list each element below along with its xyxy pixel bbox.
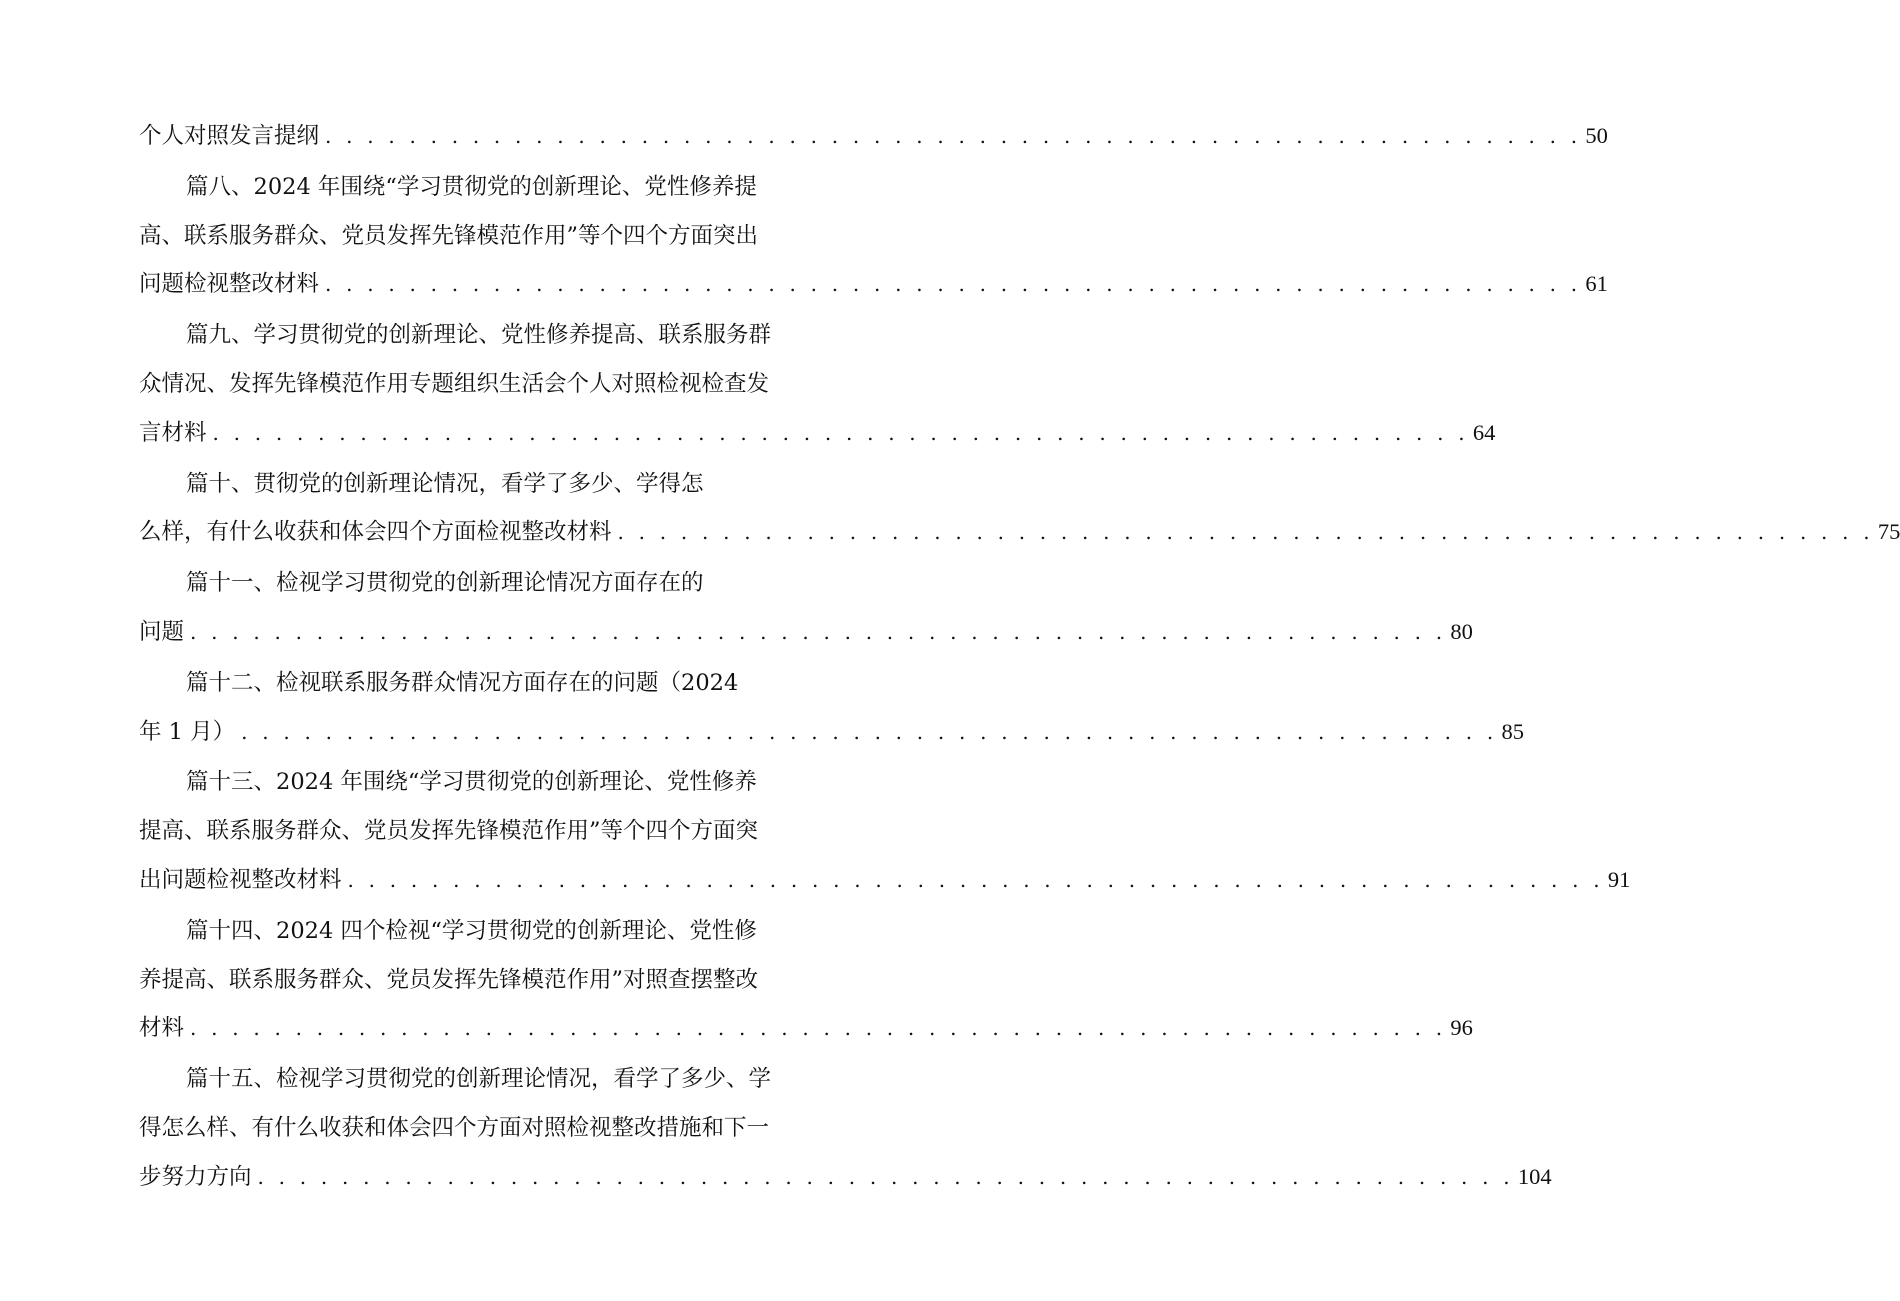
toc-entry-title: 出问题检视整改材料 bbox=[139, 866, 342, 893]
toc-entry-title: 么样，有什么收获和体会四个方面检视整改材料 bbox=[139, 519, 612, 546]
toc-page-number: 104 bbox=[1517, 1163, 1552, 1189]
dot-leader: . . . . . . . . . . . . . . . . . . . . . . . . . . . . . . . . . . . . . . . . . . . . . . . . . . . . . . . . . . . . bbox=[212, 420, 1469, 445]
toc-page-number: 64 bbox=[1472, 419, 1496, 445]
toc-page-number: 80 bbox=[1450, 618, 1473, 644]
dot-leader: . . . . . . . . . . . . . . . . . . . . . . . . . . . . . . . . . . . . . . . . . . . . . . . . . . . . . . . . . . . . bbox=[257, 1164, 1514, 1189]
toc-entry-line: 篇十四、2024 四个检视“学习贯彻党的创新理论、党性修 bbox=[186, 917, 757, 944]
toc-page-number: 96 bbox=[1450, 1015, 1473, 1041]
toc-page-number: 61 bbox=[1585, 271, 1608, 297]
toc-entry-last-line bbox=[139, 1153, 1552, 1202]
toc-entry-title: 个人对照发言提纲 bbox=[139, 123, 320, 149]
toc-entry-last-line bbox=[139, 608, 1473, 657]
toc-entry-line: 篇十一、检视学习贯彻党的创新理论情况方面存在的 bbox=[186, 570, 704, 597]
toc-entry-line: 提高、联系服务群众、党员发挥先锋模范作用”等个四个方面突 bbox=[139, 818, 759, 845]
toc-entry-last-line bbox=[139, 856, 1631, 905]
toc-page-number: 85 bbox=[1501, 718, 1524, 744]
dot-leader: . . . . . . . . . . . . . . . . . . . . . . . . . . . . . . . . . . . . . . . . . . . . . . . . . . . . . . . . . . . . bbox=[347, 867, 1604, 892]
toc-entry-title: 步努力方向 bbox=[139, 1163, 252, 1190]
toc-entry-last-line bbox=[139, 260, 1608, 309]
toc-entry[interactable] bbox=[139, 758, 1631, 904]
toc-entry[interactable] bbox=[139, 112, 1608, 161]
toc-entry-line: 篇九、学习贯彻党的创新理论、党性修养提高、联系服务群 bbox=[186, 322, 772, 349]
toc-page-number: 50 bbox=[1585, 123, 1608, 148]
toc-entry[interactable] bbox=[139, 311, 1496, 457]
toc-entry[interactable] bbox=[139, 659, 1524, 757]
toc-entry-title: 年 1 月） bbox=[139, 718, 236, 745]
toc-entry-title: 问题检视整改材料 bbox=[139, 271, 320, 298]
toc-entry-line: 篇十、贯彻党的创新理论情况，看学了多少、学得怎 bbox=[186, 470, 704, 497]
toc-entry[interactable] bbox=[139, 1055, 1552, 1201]
toc-entry[interactable] bbox=[139, 907, 1473, 1053]
dot-leader: . . . . . . . . . . . . . . . . . . . . . . . . . . . . . . . . . . . . . . . . . . . . . . . . . . . . . . . . . . . . bbox=[617, 520, 1874, 545]
dot-leader: . . . . . . . . . . . . . . . . . . . . . . . . . . . . . . . . . . . . . . . . . . . . . . . . . . . . . . . . . . . . bbox=[190, 619, 1447, 644]
toc-page-number: 75 bbox=[1877, 519, 1900, 545]
toc-entry-title: 材料 bbox=[139, 1015, 185, 1042]
toc-entry-line: 篇八、2024 年围绕“学习贯彻党的创新理论、党性修养提 bbox=[186, 173, 757, 200]
dot-leader: . . . . . . . . . . . . . . . . . . . . . . . . . . . . . . . . . . . . . . . . . . . . . . . . . . . . . . . . . . . . bbox=[325, 124, 1582, 148]
toc-entry-last-line bbox=[139, 708, 1524, 757]
toc-entry-line: 得怎么样、有什么收获和体会四个方面对照检视整改措施和下一 bbox=[139, 1114, 770, 1141]
toc-entry-line: 篇十二、检视联系服务群众情况方面存在的问题（2024 bbox=[186, 669, 739, 696]
toc-entry-last-line bbox=[139, 508, 1900, 557]
toc-entry-last-line bbox=[139, 1004, 1473, 1053]
toc-entry-line: 篇十五、检视学习贯彻党的创新理论情况，看学了多少、学 bbox=[186, 1066, 772, 1093]
toc-entry[interactable] bbox=[139, 163, 1608, 309]
dot-leader: . . . . . . . . . . . . . . . . . . . . . . . . . . . . . . . . . . . . . . . . . . . . . . . . . . . . . . . . . . . . bbox=[325, 272, 1582, 297]
toc-entry-line: 高、联系服务群众、党员发挥先锋模范作用”等个四个方面突出 bbox=[139, 222, 759, 249]
toc-entry[interactable] bbox=[139, 460, 1900, 558]
toc-entry-line: 众情况、发挥先锋模范作用专题组织生活会个人对照检视检查发 bbox=[139, 370, 770, 397]
toc-entry-title: 问题 bbox=[139, 618, 185, 645]
toc-entry-title: 言材料 bbox=[139, 419, 207, 446]
toc-entry[interactable] bbox=[139, 559, 1473, 657]
toc-entry-line: 养提高、联系服务群众、党员发挥先锋模范作用”对照查摆整改 bbox=[139, 966, 759, 993]
dot-leader: . . . . . . . . . . . . . . . . . . . . . . . . . . . . . . . . . . . . . . . . . . . . . . . . . . . . . . . . . . . . bbox=[190, 1016, 1447, 1041]
toc-page-number: 91 bbox=[1607, 866, 1631, 892]
toc-entry-last-line bbox=[139, 112, 1608, 161]
toc-entry-last-line bbox=[139, 409, 1496, 458]
toc-entry-line: 篇十三、2024 年围绕“学习贯彻党的创新理论、党性修养 bbox=[186, 769, 757, 796]
table-of-contents bbox=[139, 112, 1900, 1204]
dot-leader: . . . . . . . . . . . . . . . . . . . . . . . . . . . . . . . . . . . . . . . . . . . . . . . . . . . . . . . . . . . . bbox=[241, 719, 1498, 744]
